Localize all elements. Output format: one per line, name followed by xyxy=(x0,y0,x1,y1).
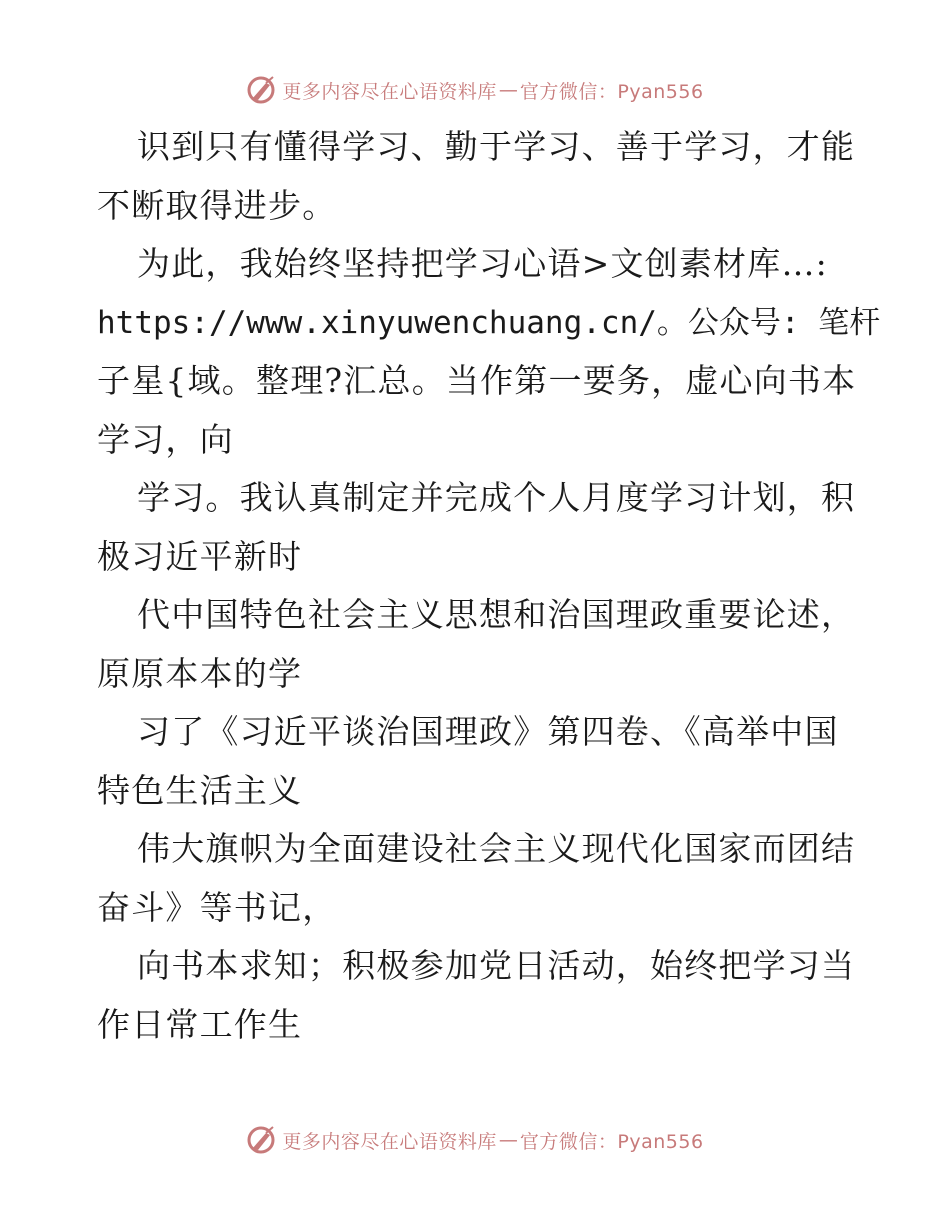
quill-logo-icon xyxy=(246,75,276,105)
watermark-text: 更多内容尽在心语资料库 xyxy=(282,80,497,103)
body-line: 代中国特色社会主义思想和治国理政重要论述， xyxy=(137,595,856,634)
body-line: 习了《习近平谈治国理政》第四卷、《高举中国 xyxy=(137,712,839,751)
body-line: 子星{域。整理?汇总。当作第一要务，虚心向书本 xyxy=(97,361,857,400)
quill-logo-icon xyxy=(246,1125,276,1155)
body-line: 为此，我始终坚持把学习心语>文创素材库…: xyxy=(137,244,828,283)
footer-watermark xyxy=(0,1120,950,1160)
body-line-url: https://www.xinyuwenchuang.cn/。公众号: 笔杆 xyxy=(97,304,881,341)
body-line: 特色生活主义 xyxy=(97,770,303,810)
watermark-separator: — xyxy=(498,1129,518,1151)
header-watermark xyxy=(0,70,950,110)
body-line: 极习近平新时 xyxy=(97,536,303,576)
body-line: 原原本本的学 xyxy=(97,653,303,693)
body-line: 学习，向 xyxy=(97,419,234,459)
body-line: 伟大旗帜为全面建设社会主义现代化国家而团结 xyxy=(137,829,856,868)
watermark-contact: 官方微信：Pyan556 xyxy=(519,80,704,103)
body-line: 向书本求知；积极参加党日活动，始终把学习当 xyxy=(137,946,856,985)
watermark-contact: 官方微信：Pyan556 xyxy=(519,1130,704,1153)
body-line: 识到只有懂得学习、勤于学习、善于学习，才能 xyxy=(137,127,856,166)
body-line: 学习。我认真制定并完成个人月度学习计划，积 xyxy=(137,478,856,517)
body-line: 作日常工作生 xyxy=(97,1004,303,1044)
watermark-text: 更多内容尽在心语资料库 xyxy=(282,1130,497,1153)
document-body xyxy=(97,118,881,1054)
watermark-separator: — xyxy=(498,79,518,101)
body-line: 不断取得进步。 xyxy=(97,185,337,225)
body-line: 奋斗》等书记， xyxy=(97,887,337,927)
